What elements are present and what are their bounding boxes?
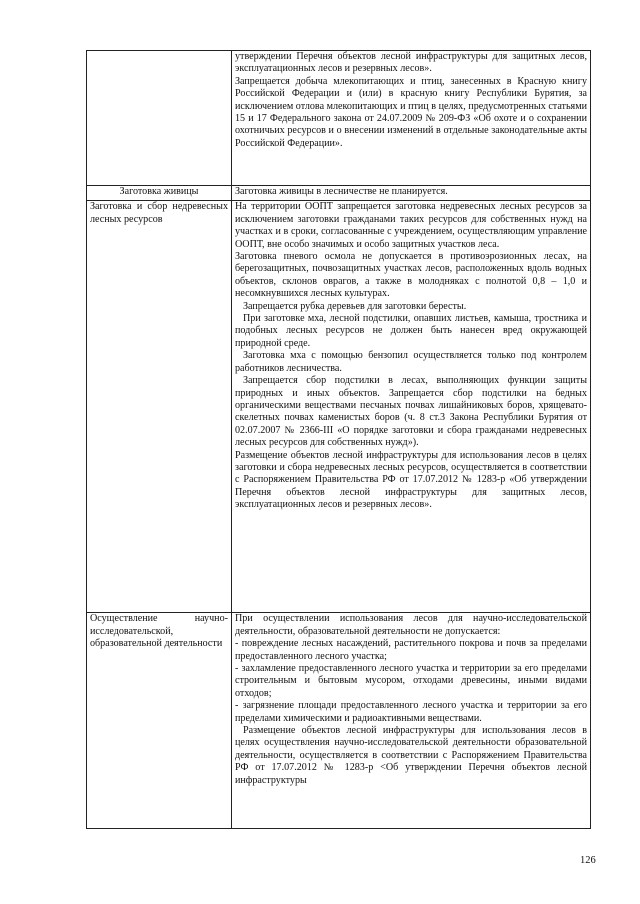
activity-cell bbox=[87, 51, 232, 186]
regulations-table bbox=[86, 50, 591, 829]
paragraph: - захламление предоставленного лесного участка и территории за его пределами строительным и бытовым мусором, отходами древесины, иными видами отходов; bbox=[235, 663, 587, 699]
paragraph: Заготовка пневого осмола не допускается в противоэрозионных лесах, на берегозащитных, почвозащитных участках лесов, расположенных вдоль водных объектов, склонов оврагов, а также в молодняках с полнотой 0,8 – 1,0 и несомкнувшихся лесных культурах. bbox=[235, 251, 587, 300]
page-number: 126 bbox=[580, 855, 596, 866]
paragraph: - повреждение лесных насаждений, растительного покрова и почв за пределами предоставленного лесного участка; bbox=[235, 638, 587, 662]
paragraph: - загрязнение площади предоставленного лесного участка и территории за его пределами химическими и радиоактивными веществами. bbox=[235, 700, 587, 724]
table-row bbox=[87, 51, 591, 186]
paragraph: При заготовке мха, лесной подстилки, опавших листьев, камыша, тростника и подобных лесных ресурсов не должен быть нанесен вред окружающей природной среде. bbox=[235, 313, 587, 349]
paragraph: Заготовка мха с помощью бензопил осуществляется только под контролем работников лесничества. bbox=[235, 350, 587, 374]
requirements-cell bbox=[232, 186, 591, 201]
paragraph: утверждении Перечня объектов лесной инфраструктуры для защитных лесов, эксплуатационных лесов и резервных лесов». bbox=[235, 51, 587, 75]
table-row bbox=[87, 186, 591, 201]
requirements-cell bbox=[232, 51, 591, 186]
table-row bbox=[87, 201, 591, 613]
paragraph: Запрещается добыча млекопитающих и птиц, занесенных в Красную книгу Российской Федерации и (или) в красную книгу Республики Бурятия, за исключением отлова млекопитающих и птиц в целях, предусмотренных статьями 15 и 17 Федерального закона от 24.07.2009 № 209-ФЗ «Об охоте и о сохранении охотничьих ресурсов и о внесении изменений в отдельные законодательные акты Российской Федерации». bbox=[235, 75, 587, 149]
table-row bbox=[87, 613, 591, 829]
activity-cell: Заготовка и сбор недревесных лесных ресурсов bbox=[87, 201, 232, 613]
paragraph: Размещение объектов лесной инфраструктуры для использования лесов в целях заготовки и сбора недревесных лесных ресурсов, осуществляется в соответствии с Распоряжением Правительства РФ от 17.07.2012 № 1283-р «Об утверждении Перечня объектов лесной инфраструктуры для защитных лесов, эксплуатационных лесов и резервных лесов». bbox=[235, 449, 587, 511]
paragraph: При осуществлении использования лесов для научно-исследовательской деятельности, образовательной деятельности не допускается: bbox=[235, 613, 587, 637]
activity-cell: Заготовка живицы bbox=[87, 186, 232, 201]
paragraph: Запрещается сбор подстилки в лесах, выполняющих функции защиты природных и иных объектов. Запрещается сбор подстилки на бедных органическими веществами песчаных почвах лишайниковых боров, хрящевато-скелетных почвах каменистых боров (ч. 8 ст.3 Закона Республики Бурятия от 02.07.2007 № 2366-III «О порядке заготовки и сбора гражданами недревесных лесных ресурсов для собственных нужд»). bbox=[235, 375, 587, 449]
paragraph: На территории ООПТ запрещается заготовка недревесных лесных ресурсов за исключением заготовки гражданами таких ресурсов для собственных нужд на участках и в сроки, согласованные с учреждением, осуществляющим управление ООПТ, вне особо значимых и особо защитных участков леса. bbox=[235, 201, 587, 250]
paragraph: Заготовка живицы в лесничестве не планируется. bbox=[235, 186, 448, 197]
requirements-cell bbox=[232, 201, 591, 613]
requirements-cell bbox=[232, 613, 591, 829]
paragraph: Запрещается рубка деревьев для заготовки бересты. bbox=[243, 300, 467, 312]
paragraph: Размещение объектов лесной инфраструктуры для использования лесов в целях осуществления научно-исследовательской деятельности образовательной деятельности, осуществляется в соответствии с Распоряжением Правительства РФ от 17.07.2012 № 1283-р <Об утверждении Перечня объектов лесной инфраструктуры bbox=[235, 725, 587, 786]
activity-cell: Осуществление научно-исследовательской, образовательной деятельности bbox=[87, 613, 232, 829]
